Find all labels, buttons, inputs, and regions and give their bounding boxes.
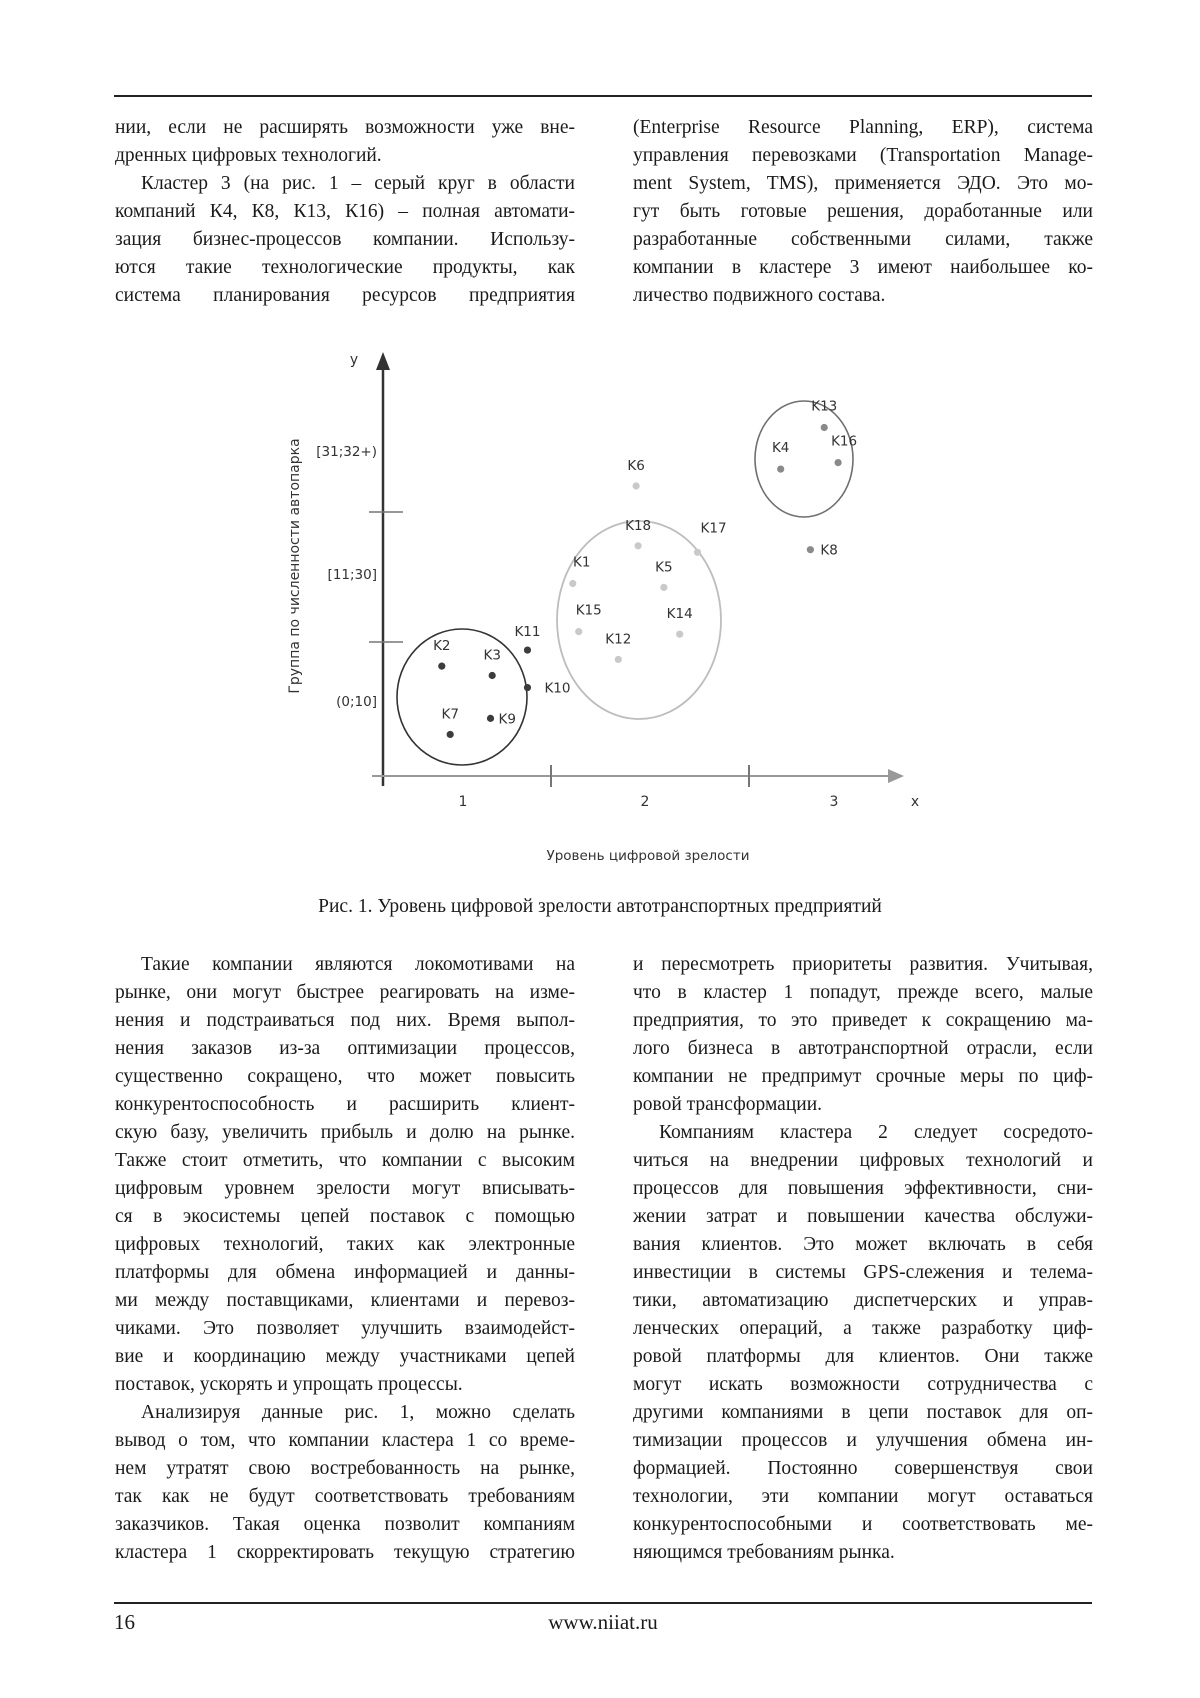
- text-line: конкурентоспособность и расширить клиент-: [115, 1091, 575, 1119]
- data-label-k3: K3: [483, 648, 500, 664]
- text-line: дренных цифровых технологий.: [115, 142, 575, 170]
- data-label-k13: K13: [811, 399, 837, 415]
- text-line: существенно сокращено, что может повысить: [115, 1063, 575, 1091]
- data-label-k12: K12: [605, 631, 631, 647]
- text-line: поставок, ускорять и упрощать процессы.: [115, 1371, 575, 1399]
- data-point-k1: [569, 580, 576, 587]
- text-line: лого бизнеса в автотранспортной отрасли, если: [633, 1035, 1093, 1063]
- data-label-k15: K15: [576, 603, 602, 619]
- data-label-k11: K11: [514, 624, 540, 640]
- y-tick-label: [11;30]: [328, 567, 377, 583]
- text-line: личество подвижного состава.: [633, 282, 1093, 310]
- data-label-k7: K7: [441, 706, 458, 722]
- text-line: компании в кластере 3 имеют наибольшее ко-: [633, 254, 1093, 282]
- text-line: Также стоит отметить, что компании с высоким: [115, 1147, 575, 1175]
- text-line: цифровым уровнем зрелости могут вписывать-: [115, 1175, 575, 1203]
- y-axis-arrow-icon: [376, 352, 390, 370]
- text-line: заказчиков. Такая оценка позволит компаниям: [115, 1511, 575, 1539]
- data-point-k15: [575, 628, 582, 635]
- data-point-k2: [438, 663, 445, 670]
- data-point-k12: [615, 656, 622, 663]
- text-line: нии, если не расширять возможности уже вне-: [115, 114, 575, 142]
- data-label-k4: K4: [772, 440, 789, 456]
- text-column-bottom-left: [115, 951, 575, 1567]
- text-line: инвестиции в системы GPS-слежения и телема-: [633, 1259, 1093, 1287]
- text-line: конкурентоспособными и соответствовать ме-: [633, 1511, 1093, 1539]
- text-line: компаний К4, К8, К13, К16) – полная автомати-: [115, 198, 575, 226]
- text-line: читься на внедрении цифровых технологий и: [633, 1147, 1093, 1175]
- text-line: Такие компании являются локомотивами на: [115, 951, 575, 979]
- text-line: зация бизнес-процессов компании. Использу-: [115, 226, 575, 254]
- text-line: вывод о том, что компании кластера 1 со време-: [115, 1427, 575, 1455]
- text-line: Кластер 3 (на рис. 1 – серый круг в области: [115, 170, 575, 198]
- data-point-k10: [524, 684, 531, 691]
- text-line: рынке, они могут быстрее реагировать на изме-: [115, 979, 575, 1007]
- data-point-k17: [694, 549, 701, 556]
- text-line: жении затрат и повышении качества обслужи-: [633, 1203, 1093, 1231]
- text-line: ми между поставщиками, клиентами и перевоз-: [115, 1287, 575, 1315]
- text-line: чиками. Это позволяет улучшить взаимодейст-: [115, 1315, 575, 1343]
- data-point-k6: [633, 482, 640, 489]
- text-line: ровой платформы для клиентов. Они также: [633, 1343, 1093, 1371]
- data-label-k9: K9: [499, 711, 516, 727]
- text-line: ment System, TMS), применяется ЭДО. Это мо-: [633, 170, 1093, 198]
- y-axis-title: Группа по численности автопарка: [287, 438, 303, 693]
- x-tick-label: 1: [459, 794, 468, 810]
- y-tick-label: [31;32+): [316, 444, 377, 460]
- text-line: тимизации процессов и улучшения обмена ин-: [633, 1427, 1093, 1455]
- text-line: процессов для повышения эффективности, сни-: [633, 1175, 1093, 1203]
- text-line: так как не будут соответствовать требованиям: [115, 1483, 575, 1511]
- page-number: 16: [114, 1610, 135, 1635]
- cluster-1-circle: [397, 629, 527, 765]
- data-point-k3: [489, 672, 496, 679]
- text-line: ются такие технологические продукты, как: [115, 254, 575, 282]
- data-label-k6: K6: [627, 458, 644, 474]
- data-point-k5: [660, 584, 667, 591]
- data-point-k11: [524, 646, 531, 653]
- text-line: нем утратят свою востребованность на рынке,: [115, 1455, 575, 1483]
- data-point-k16: [835, 459, 842, 466]
- text-line: вие и координацию между участниками цепей: [115, 1343, 575, 1371]
- scatter-chart: [0, 0, 1200, 900]
- text-line: формацией. Постоянно совершенствуя свои: [633, 1455, 1093, 1483]
- figure-caption: Рис. 1. Уровень цифровой зрелости автотранспортных предприятий: [0, 896, 1200, 918]
- text-column-bottom-right: [633, 951, 1093, 1567]
- data-label-k14: K14: [667, 606, 693, 622]
- data-point-k18: [635, 542, 642, 549]
- text-line: компании не предпримут срочные меры по циф-: [633, 1063, 1093, 1091]
- text-line: другими компаниями в цепи поставок для оп-: [633, 1399, 1093, 1427]
- data-label-k17: K17: [701, 520, 727, 536]
- x-axis-letter: x: [911, 794, 919, 810]
- x-axis-title: Уровень цифровой зрелости: [546, 848, 749, 864]
- text-line: няющимся требованиям рынка.: [633, 1539, 1093, 1567]
- text-line: вания клиентов. Это может включать в себя: [633, 1231, 1093, 1259]
- text-line: что в кластер 1 попадут, прежде всего, малые: [633, 979, 1093, 1007]
- y-tick-label: (0;10]: [336, 694, 377, 710]
- data-point-k13: [821, 424, 828, 431]
- text-line: предприятия, то это приведет к сокращению ма-: [633, 1007, 1093, 1035]
- text-line: могут искать возможности сотрудничества с: [633, 1371, 1093, 1399]
- text-line: кластера 1 скорректировать текущую стратегию: [115, 1539, 575, 1567]
- website-link: www.niiat.ru: [0, 1610, 1200, 1635]
- data-point-k8: [807, 546, 814, 553]
- data-label-k1: K1: [573, 555, 590, 571]
- text-line: цифровых технологий, таких как электронные: [115, 1231, 575, 1259]
- data-label-k2: K2: [433, 638, 450, 654]
- cluster-3-circle: [755, 401, 853, 517]
- data-point-k4: [777, 466, 784, 473]
- text-line: ровой трансформации.: [633, 1091, 1093, 1119]
- text-line: ленческих операций, а также разработку циф-: [633, 1315, 1093, 1343]
- text-line: ся в экосистемы цепей поставок с помощью: [115, 1203, 575, 1231]
- data-point-k14: [676, 631, 683, 638]
- text-line: Анализируя данные рис. 1, можно сделать: [115, 1399, 575, 1427]
- data-label-k10: K10: [544, 681, 570, 697]
- text-line: (Enterprise Resource Planning, ERP), система: [633, 114, 1093, 142]
- data-point-k7: [447, 731, 454, 738]
- text-line: управления перевозками (Transportation Manage-: [633, 142, 1093, 170]
- text-line: технологии, эти компании могут оставаться: [633, 1483, 1093, 1511]
- data-label-k16: K16: [831, 434, 857, 450]
- x-tick-label: 3: [830, 794, 839, 810]
- text-line: Компаниям кластера 2 следует сосредото-: [633, 1119, 1093, 1147]
- text-line: разработанные собственными силами, также: [633, 226, 1093, 254]
- footer-rule: [114, 1602, 1092, 1604]
- data-label-k18: K18: [625, 518, 651, 534]
- text-line: нения и подстраиваться под них. Время выпол-: [115, 1007, 575, 1035]
- text-line: платформы для обмена информацией и данны-: [115, 1259, 575, 1287]
- text-line: нения заказов из-за оптимизации процессов,: [115, 1035, 575, 1063]
- x-tick-label: 2: [641, 794, 650, 810]
- text-line: и пересмотреть приоритеты развития. Учитывая,: [633, 951, 1093, 979]
- text-line: система планирования ресурсов предприятия: [115, 282, 575, 310]
- x-axis-arrow-icon: [888, 769, 904, 783]
- data-label-k8: K8: [820, 543, 837, 559]
- y-axis-letter: y: [350, 352, 358, 368]
- text-line: гут быть готовые решения, доработанные или: [633, 198, 1093, 226]
- data-label-k5: K5: [655, 559, 672, 575]
- text-line: скую базу, увеличить прибыль и долю на рынке.: [115, 1119, 575, 1147]
- data-point-k9: [487, 715, 494, 722]
- text-line: тики, автоматизацию диспетчерских и управ-: [633, 1287, 1093, 1315]
